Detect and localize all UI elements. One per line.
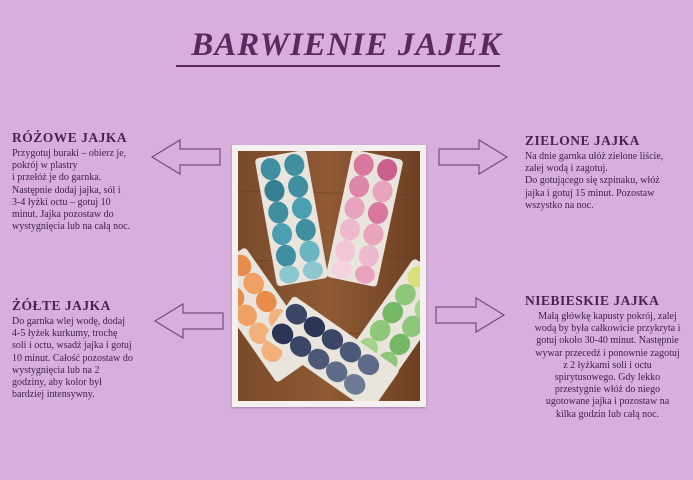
yellow-eggs-text: Do garnka wlej wodę, dodaj 4-5 łyżek kurkumy, trochę soli i octu, wsadź jajka i gotuj 10 minut. Całość pozostaw do wystygnięcia lub na 2 godziny, aby kolor był bardziej intensywny.	[12, 316, 133, 401]
arrow-right-icon	[437, 138, 509, 176]
yellow-eggs-section	[12, 298, 172, 401]
blue-eggs-heading: NIEBIESKIE JAJKA	[525, 293, 660, 308]
eggs-photo-image	[238, 151, 420, 401]
pink-eggs-text: Przygotuj buraki – obierz je, pokrój w plastry i przełóż je do garnka. Następnie dodaj jajka, sól i 3-4 łyżki octu – gotuj 10 minut. Jajka pozostaw do wystygnięcia lub na całą noc.	[12, 148, 131, 233]
arrow-right-icon	[434, 296, 506, 334]
eggs-photo	[232, 145, 426, 407]
green-eggs-text: Na dnie garnka ułóż zielone liście, zalej wodą i zagotuj. Do gotującego się szpinaku, włóż jajka i gotuj 15 minut. Pozostaw wszystko na noc.	[525, 151, 664, 211]
green-eggs-section	[525, 133, 690, 212]
blue-eggs-text: Małą główkę kapusty pokrój, zalej wodą by była całkowicie przykryta i gotuj około 30-40 minut. Następnie wywar przecedź i ponownie zagotuj z 2 łyżkami soli i octu spirytusowego. Gdy lekko przestygnie włóż do niego ugotowane jajka i pozostaw na kilka godzin lub całą noc.	[534, 311, 681, 420]
pink-eggs-heading: RÓŻOWE JAJKA	[12, 130, 128, 145]
title-underline	[176, 65, 500, 67]
arrow-left-icon	[150, 138, 222, 176]
blue-eggs-section	[525, 293, 690, 421]
yellow-eggs-heading: ŻÓŁTE JAJKA	[12, 298, 111, 313]
pink-eggs-section	[12, 130, 172, 233]
arrow-left-icon	[153, 302, 225, 340]
green-eggs-heading: ZIELONE JAJKA	[525, 133, 640, 148]
page-title: BARWIENIE JAJEK	[191, 27, 502, 63]
